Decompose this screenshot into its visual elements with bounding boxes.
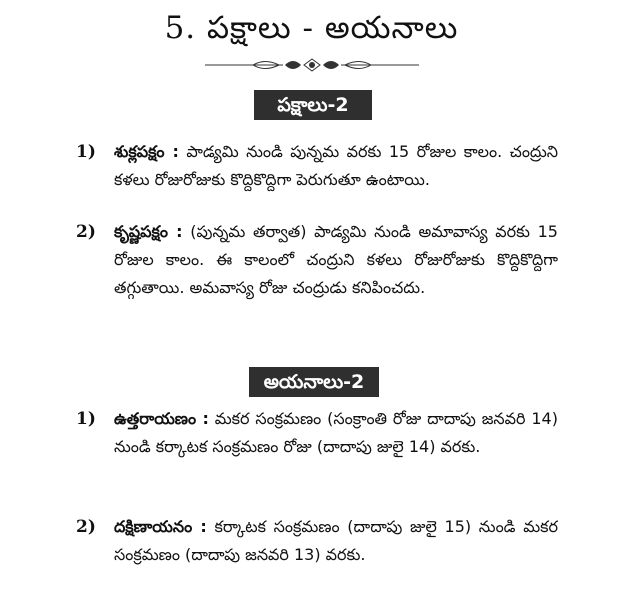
item-term: ఉత్తరాయణం : (114, 409, 209, 428)
chapter-title: 5. పక్షాలు - అయనాలు (164, 10, 459, 46)
item-description: (పున్నమ తర్వాత) పాడ్యమి నుండి అమావాస్య వరకు 15 రోజుల కాలం. ఈ కాలంలో చంద్రుని కళలు రోజురోజుకు కొద్దికొద్దిగా తగ్గుతాయి. అమవాస్య రోజు చంద్రుడు కనిపించదు. (114, 222, 558, 297)
item-body (114, 218, 558, 302)
item-body (114, 405, 558, 461)
list-item (76, 513, 558, 569)
list-item (76, 405, 558, 461)
section-heading-pakshalu: పక్షాలు-2 (254, 90, 372, 120)
item-number: 2) (76, 222, 96, 242)
item-number: 1) (76, 142, 96, 162)
item-description: కర్కాటక సంక్రమణం (దాదాపు జులై 15) నుండి మకర సంక్రమణం (దాదాపు జనవరి 13) వరకు. (114, 517, 558, 564)
item-number: 2) (76, 517, 96, 537)
item-term: కృష్ణపక్షం : (114, 222, 183, 241)
item-term: శుక్లపక్షం : (114, 142, 179, 161)
decorative-flourish-divider-icon (205, 56, 419, 74)
section-heading-ayanalu: అయనాలు-2 (249, 367, 379, 397)
item-term: దక్షిణాయనం : (114, 517, 207, 536)
item-number: 1) (76, 409, 96, 429)
item-body (114, 138, 558, 194)
list-item (76, 138, 558, 194)
item-description: పాడ్యమి నుండి పున్నమ వరకు 15 రోజుల కాలం. చంద్రుని కళలు రోజురోజుకు కొద్దికొద్దిగా పెరుగుతూ ఉంటాయి. (114, 142, 558, 189)
item-body (114, 513, 558, 569)
item-description: మకర సంక్రమణం (సంక్రాంతి రోజు దాదాపు జనవరి 14) నుండి కర్కాటక సంక్రమణం రోజు (దాదాపు జులై 14) వరకు. (114, 409, 558, 456)
list-item (76, 218, 558, 302)
